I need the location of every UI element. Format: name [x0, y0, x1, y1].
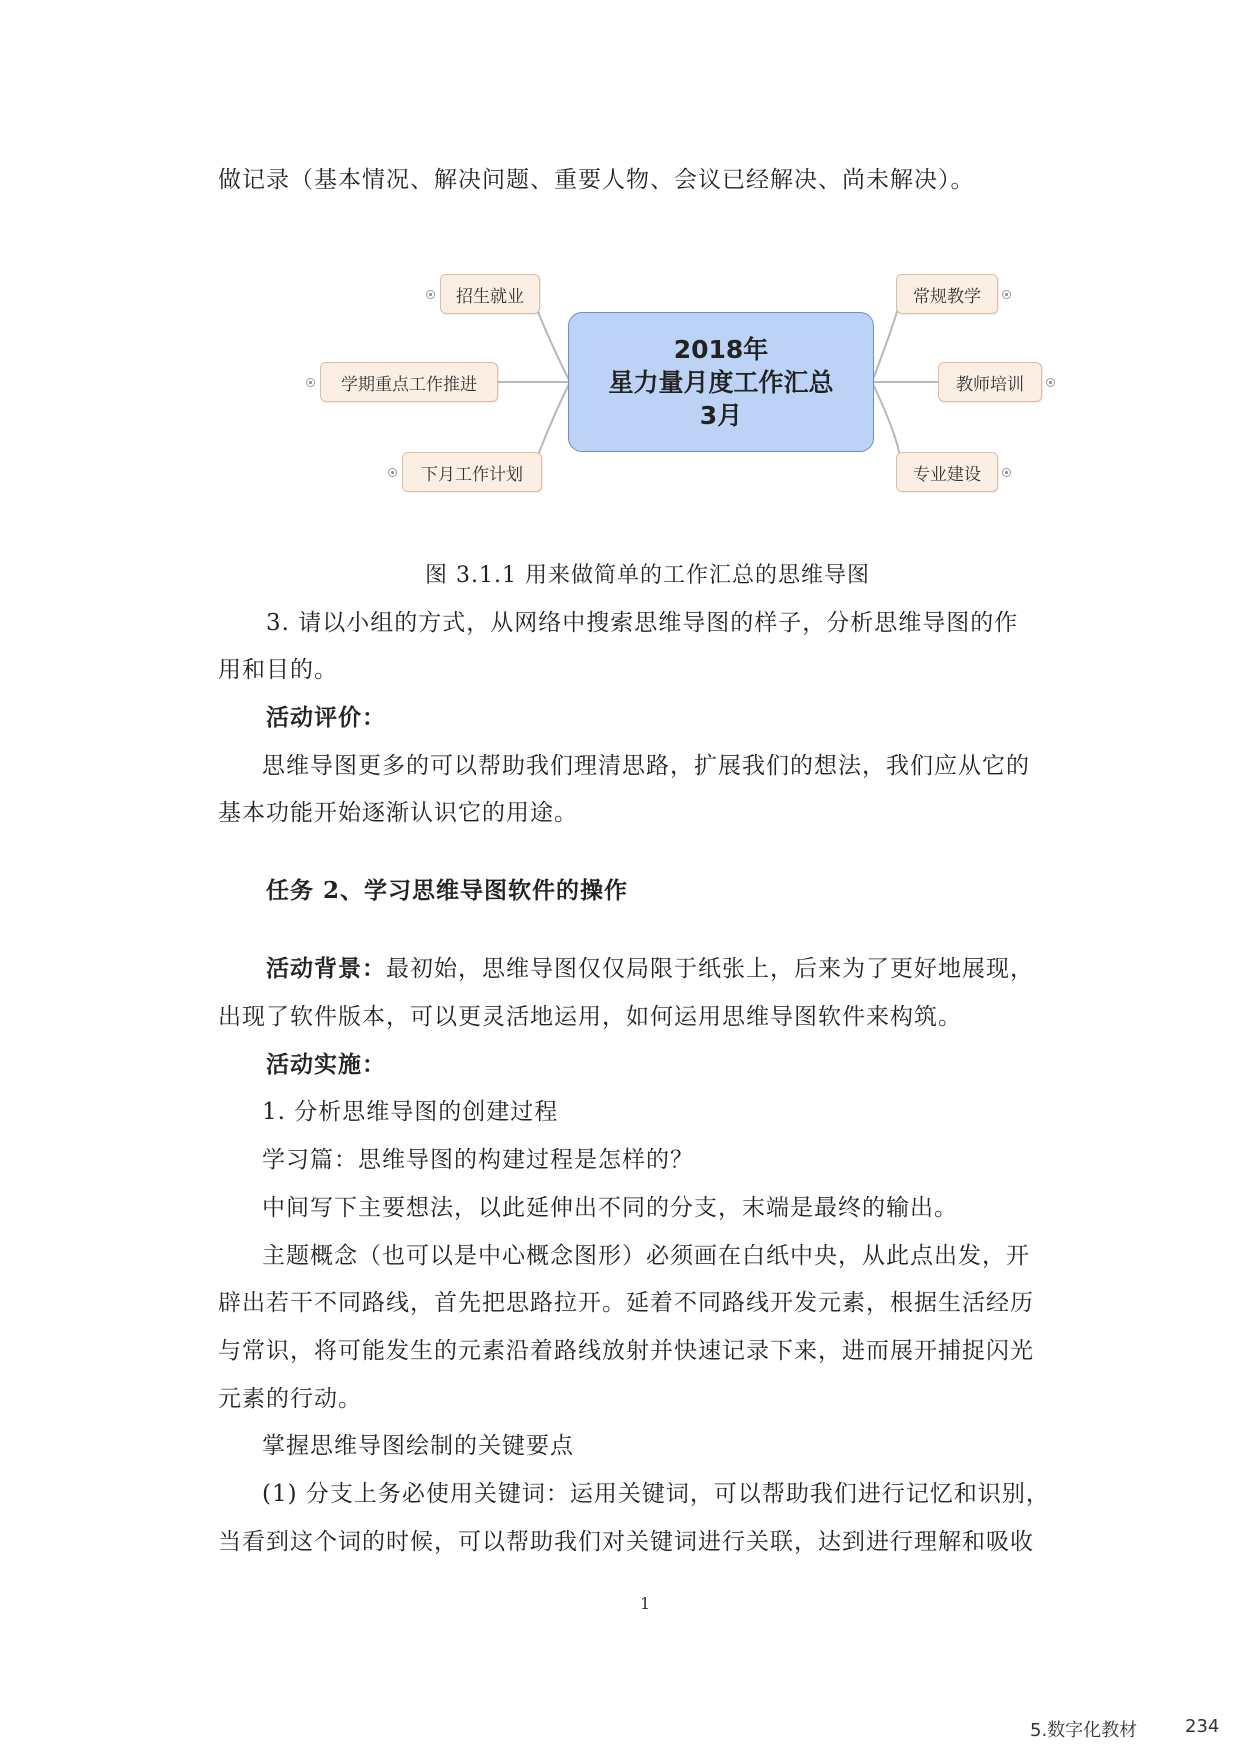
- mind-map-node-left-1: 招生就业: [440, 274, 540, 314]
- paragraph-line: 中间写下主要想法，以此延伸出不同的分支，末端是最终的输出。: [262, 1195, 958, 1221]
- mind-map-figure: [300, 262, 1080, 502]
- paragraph-line: 掌握思维导图绘制的关键要点: [262, 1433, 574, 1459]
- mind-map-node-right-2: 教师培训: [938, 362, 1042, 402]
- paragraph-line: 基本功能开始逐渐认识它的用途。: [218, 800, 578, 826]
- activity-background-line: [266, 953, 1034, 985]
- mind-map-node-left-2: 学期重点工作推进: [320, 362, 498, 402]
- intro-line: 做记录（基本情况、解决问题、重要人物、会议已经解决、尚未解决）。: [218, 167, 975, 193]
- paragraph-line: 思维导图更多的可以帮助我们理清思路，扩展我们的想法，我们应从它的: [262, 753, 1030, 779]
- page-number: 1: [640, 1594, 652, 1613]
- paragraph-line: 辟出若干不同路线，首先把思路拉开。延着不同路线开发元素，根据生活经历: [218, 1290, 1034, 1316]
- paragraph-line: 与常识，将可能发生的元素沿着路线放射并快速记录下来，进而展开捕捉闪光: [218, 1338, 1034, 1364]
- footer-page-number: 234: [1185, 1716, 1220, 1737]
- section-heading: 活动实施：: [266, 1051, 386, 1078]
- expand-toggle-icon: [1002, 290, 1011, 299]
- paragraph-line: 元素的行动。: [218, 1386, 362, 1412]
- activity-background-label: 活动背景：: [266, 955, 386, 982]
- mind-map-node-right-3: 专业建设: [896, 452, 998, 492]
- center-topic-line-2: 星力量月度工作汇总: [608, 367, 834, 397]
- expand-toggle-icon: [426, 290, 435, 299]
- mind-map-node-right-1: 常规教学: [896, 274, 998, 314]
- center-topic-line-3: 3月: [699, 400, 743, 430]
- figure-caption: 图 3.1.1 用来做简单的工作汇总的思维导图: [425, 563, 870, 588]
- paragraph-line: 1. 分析思维导图的创建过程: [262, 1099, 559, 1125]
- mind-map-center-topic: [568, 312, 874, 452]
- paragraph-line: (1) 分支上务必使用关键词：运用关键词，可以帮助我们进行记忆和识别，: [262, 1481, 1050, 1507]
- expand-toggle-icon: [1046, 378, 1055, 387]
- activity-background-text: 最初始，思维导图仅仅局限于纸张上，后来为了更好地展现，: [386, 956, 1034, 982]
- paragraph-line: 当看到这个词的时候，可以帮助我们对关键词进行关联，达到进行理解和吸收: [218, 1529, 1034, 1555]
- expand-toggle-icon: [306, 378, 315, 387]
- task-heading: 任务 2、学习思维导图软件的操作: [266, 877, 629, 904]
- paragraph-line: 3. 请以小组的方式，从网络中搜索思维导图的样子，分析思维导图的作: [266, 610, 1019, 636]
- paragraph-line: 用和目的。: [218, 657, 338, 683]
- section-heading: 活动评价：: [266, 704, 386, 731]
- paragraph-line: 学习篇：思维导图的构建过程是怎样的？: [262, 1147, 694, 1173]
- center-topic-line-1: 2018年: [673, 334, 769, 364]
- footer-label: 5.数字化教材: [1030, 1720, 1138, 1741]
- paragraph-line: 出现了软件版本，可以更灵活地运用，如何运用思维导图软件来构筑。: [218, 1004, 962, 1030]
- mind-map-node-left-3: 下月工作计划: [402, 452, 542, 492]
- expand-toggle-icon: [388, 468, 397, 477]
- expand-toggle-icon: [1002, 468, 1011, 477]
- paragraph-line: 主题概念（也可以是中心概念图形）必须画在白纸中央，从此点出发，开: [262, 1243, 1030, 1269]
